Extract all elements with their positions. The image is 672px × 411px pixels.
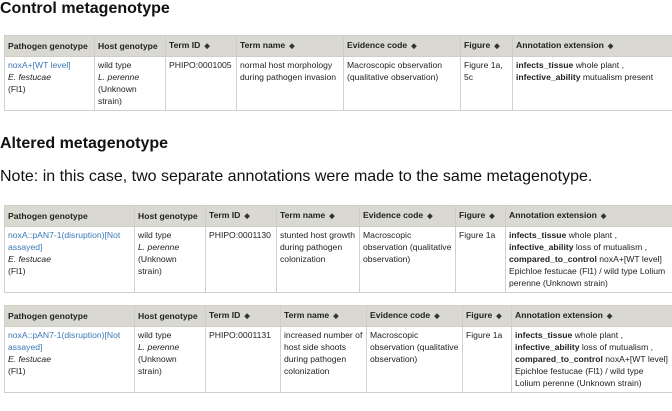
column-header-annotation-extension[interactable]: Annotation extension ◆ bbox=[513, 36, 672, 57]
altered-annotation-table-2 bbox=[4, 305, 672, 393]
pathogen-genotype-link[interactable]: noxA::pAN7-1(disruption)[Not assayed] bbox=[8, 330, 121, 352]
column-header-figure[interactable]: Figure ◆ bbox=[456, 206, 506, 227]
figure-cell: Figure 1a bbox=[456, 227, 506, 293]
term-name-cell: stunted host growth during pathogen colonization bbox=[277, 227, 360, 293]
column-header-annotation-extension[interactable]: Annotation extension ◆ bbox=[506, 206, 672, 227]
column-header-pathogen-genotype[interactable]: Pathogen genotype bbox=[5, 306, 135, 327]
column-header-term-name[interactable]: Term name ◆ bbox=[277, 206, 360, 227]
control-heading: Control metagenotype bbox=[0, 0, 170, 17]
term-id-cell: PHIPO:0001130 bbox=[206, 227, 277, 293]
evidence-code-cell: Macroscopic observation (qualitative observation) bbox=[360, 227, 456, 293]
column-header-term-id[interactable]: Term ID ◆ bbox=[166, 36, 237, 57]
term-id-cell: PHIPO:0001131 bbox=[206, 327, 281, 393]
note-text: Note: in this case, two separate annotations were made to the same metagenotype. bbox=[0, 168, 593, 185]
control-annotation-table bbox=[4, 35, 672, 111]
figure-cell: Figure 1a bbox=[463, 327, 512, 393]
term-name-cell: increased number of host side shoots during pathogen colonization bbox=[281, 327, 367, 393]
sort-icon[interactable]: ◆ bbox=[496, 313, 502, 320]
sort-icon[interactable]: ◆ bbox=[244, 213, 250, 220]
table-row bbox=[5, 327, 672, 393]
term-name-cell: normal host morphology during pathogen invasion bbox=[237, 57, 344, 111]
sort-icon[interactable]: ◆ bbox=[427, 213, 433, 220]
column-header-evidence-code[interactable]: Evidence code ◆ bbox=[344, 36, 461, 57]
altered-heading: Altered metagenotype bbox=[0, 135, 169, 152]
pathogen-genotype-link[interactable]: noxA+[WT level] bbox=[8, 60, 71, 70]
column-header-term-name[interactable]: Term name ◆ bbox=[237, 36, 344, 57]
column-header-figure[interactable]: Figure ◆ bbox=[463, 306, 512, 327]
table-row bbox=[5, 57, 672, 111]
host-genotype-cell: wild type L. perenne (Unknown strain) bbox=[95, 57, 166, 111]
column-header-pathogen-genotype[interactable]: Pathogen genotype bbox=[5, 206, 135, 227]
host-genotype-cell: wild type L. perenne (Unknown strain) bbox=[135, 327, 206, 393]
annotation-extension-cell: infects_tissue whole plant , infective_ability mutualism present bbox=[513, 57, 672, 111]
host-genotype-cell: wild type L. perenne (Unknown strain) bbox=[135, 227, 206, 293]
column-header-evidence-code[interactable]: Evidence code ◆ bbox=[360, 206, 456, 227]
column-header-annotation-extension[interactable]: Annotation extension ◆ bbox=[512, 306, 672, 327]
pathogen-genotype-cell: noxA::pAN7-1(disruption)[Not assayed] E. festucae (Fl1) bbox=[5, 227, 135, 293]
evidence-code-cell: Macroscopic observation (qualitative observation) bbox=[367, 327, 463, 393]
column-header-evidence-code[interactable]: Evidence code ◆ bbox=[367, 306, 463, 327]
sort-icon[interactable]: ◆ bbox=[494, 43, 500, 50]
sort-icon[interactable]: ◆ bbox=[489, 213, 495, 220]
term-id-cell: PHIPO:0001005 bbox=[166, 57, 237, 111]
sort-icon[interactable]: ◆ bbox=[289, 43, 295, 50]
column-header-host-genotype[interactable]: Host genotype bbox=[135, 206, 206, 227]
column-header-term-id[interactable]: Term ID ◆ bbox=[206, 206, 277, 227]
column-header-term-id[interactable]: Term ID ◆ bbox=[206, 306, 281, 327]
sort-icon[interactable]: ◆ bbox=[606, 313, 613, 320]
annotation-extension-cell: infects_tissue whole plant , infective_ability loss of mutualism , compared_to_control noxA+[WT level] Epichloe festucae (Fl1) / wild type Lolium perenne (Unknown strain) bbox=[506, 227, 672, 293]
column-header-pathogen-genotype[interactable]: Pathogen genotype bbox=[5, 36, 95, 57]
sort-icon[interactable]: ◆ bbox=[600, 213, 607, 220]
altered-annotation-table-1 bbox=[4, 205, 672, 293]
sort-icon[interactable]: ◆ bbox=[329, 213, 335, 220]
pathogen-genotype-cell: noxA+[WT level] E. festucae (Fl1) bbox=[5, 57, 95, 111]
figure-cell: Figure 1a, 5c bbox=[461, 57, 513, 111]
sort-icon[interactable]: ◆ bbox=[333, 313, 339, 320]
pathogen-genotype-link[interactable]: noxA::pAN7-1(disruption)[Not assayed] bbox=[8, 230, 121, 252]
sort-icon[interactable]: ◆ bbox=[434, 313, 440, 320]
pathogen-genotype-cell: noxA::pAN7-1(disruption)[Not assayed] E. festucae (Fl1) bbox=[5, 327, 135, 393]
column-header-figure[interactable]: Figure ◆ bbox=[461, 36, 513, 57]
annotation-extension-cell: infects_tissue whole plant , infective_ability loss of mutualism , compared_to_control noxA+[WT level] Epichloe festucae (Fl1) / wild type Lolium perenne (Unknown strain) bbox=[512, 327, 672, 393]
column-header-host-genotype[interactable]: Host genotype bbox=[135, 306, 206, 327]
sort-icon[interactable]: ◆ bbox=[607, 43, 614, 50]
table-row bbox=[5, 227, 672, 293]
sort-icon[interactable]: ◆ bbox=[411, 43, 417, 50]
column-header-term-name[interactable]: Term name ◆ bbox=[281, 306, 367, 327]
evidence-code-cell: Macroscopic observation (qualitative observation) bbox=[344, 57, 461, 111]
column-header-host-genotype[interactable]: Host genotype bbox=[95, 36, 166, 57]
sort-icon[interactable]: ◆ bbox=[244, 313, 250, 320]
sort-icon[interactable]: ◆ bbox=[204, 43, 210, 50]
